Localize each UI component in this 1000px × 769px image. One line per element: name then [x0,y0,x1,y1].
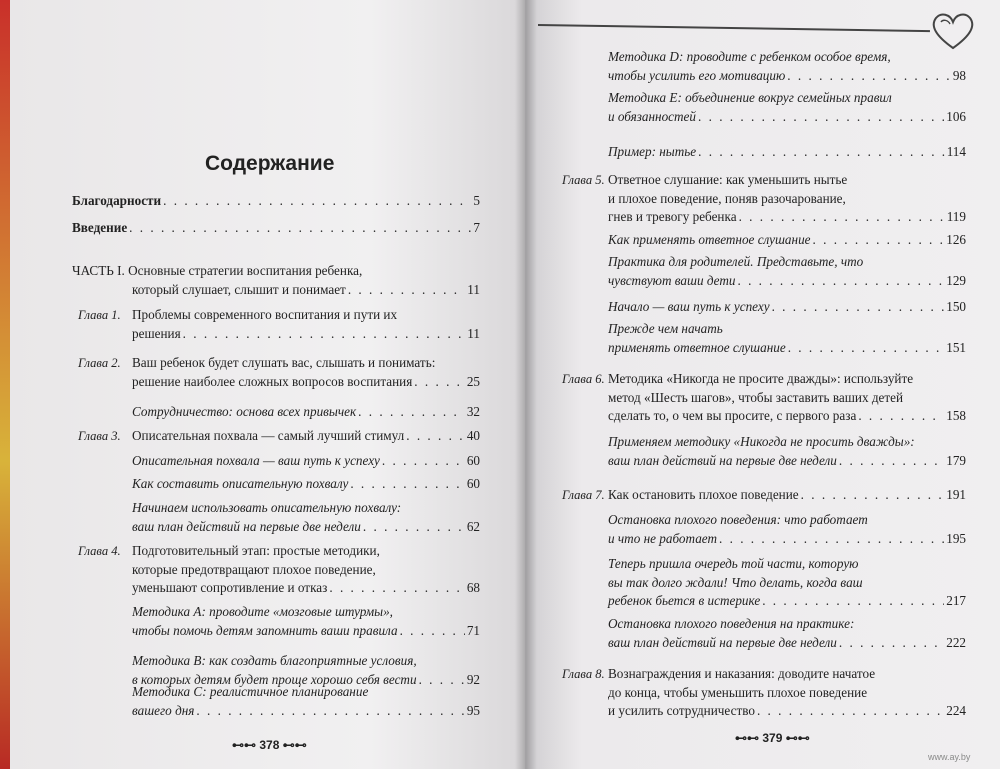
dot-leader [839,452,944,471]
toc-entry [78,306,480,343]
toc-entry-title-line: Начинаем использовать описательную похвалу: [132,500,402,515]
book-gutter [515,0,537,769]
toc-page-number: 60 [466,476,480,491]
chapter-label: Глава 1. [78,308,121,322]
toc-entry-title-line: Методика D: проводите с ребенком особое время, [608,49,891,64]
dot-leader [788,339,945,358]
watermark: www.ay.by [928,752,971,762]
toc-entry-last-line [608,592,966,611]
toc-entry-last-line [132,475,480,494]
toc-entry-last-line [608,208,966,227]
toc-entry [132,475,480,494]
toc-page-number: 129 [946,272,966,288]
toc-entry [608,433,966,470]
dot-leader [183,325,466,344]
page-title: Содержание [205,152,335,175]
toc-entry-title: в которых детям будет проще хорошо себя вести [132,671,417,687]
toc-entry [562,486,966,505]
toc-entry-last-line [608,339,966,358]
dot-leader [772,298,945,317]
toc-entry-title-line: Остановка плохого поведения: что работает [608,512,868,527]
toc-entry-last-line [608,67,966,86]
toc-entry [78,542,480,598]
toc-entry [132,603,480,640]
toc-page-number: 60 [466,453,480,468]
toc-page-number: 5 [473,193,480,208]
toc-entry-title-line: Прежде чем начать [608,321,723,336]
toc-entry-title: ваш план действий на первые две недели [608,452,837,468]
toc-page-number: 7 [473,220,480,235]
dot-leader [839,634,944,653]
dot-leader [698,143,945,162]
dot-leader [698,108,944,127]
toc-entry-title: Описательная похвала — ваш путь к успеху [132,453,380,468]
toc-entry [608,253,966,290]
dot-leader [163,192,471,211]
toc-entry-title-line: Применяем методику «Никогда не просить дважды»: [608,434,915,449]
toc-entry-title-line: Вознаграждения и наказания: доводите начатое [608,666,876,681]
toc-entry-last-line [608,108,966,127]
toc-entry [608,320,966,357]
toc-page-number: 98 [952,67,966,83]
toc-entry [132,452,480,471]
toc-entry-title: и обязанностей [608,108,696,124]
toc-page-number: 151 [946,339,966,355]
dot-leader [348,281,465,300]
toc-entry-title-line: Методика В: как создать благоприятные условия, [132,653,417,668]
toc-entry-title-line: Методика А: проводите «мозговые штурмы», [132,604,393,619]
toc-entry [562,171,966,227]
toc-entry-last-line [608,272,966,291]
toc-entry-title-line: Методика С: реалистичное планирование [132,684,369,699]
toc-entry-last-line [72,192,480,211]
toc-entry-title: вашего дня [132,702,195,718]
dot-leader [757,702,944,721]
toc-entry-last-line [608,143,966,162]
toc-page-number: 150 [946,299,966,314]
toc-entry-last-line [608,486,966,505]
toc-page-number: 106 [946,108,966,124]
chapter-label: Глава 8. [562,667,605,681]
toc-entry-last-line [72,281,480,300]
chapter-label: Глава 3. [78,429,121,443]
dot-leader [382,452,465,471]
chapter-label: Глава 4. [78,544,121,558]
dot-leader [787,67,951,86]
toc-entry-title: уменьшают сопротивление и отказ [132,580,328,595]
toc-entry-last-line [72,219,480,238]
toc-entry-title: гнев и тревогу ребенка [608,209,737,224]
dot-leader [363,518,465,537]
toc-entry-title: применять ответное слушание [608,339,786,355]
toc-entry-last-line [608,702,966,721]
toc-entry [132,683,480,720]
toc-entry-last-line [608,530,966,549]
toc-entry-title-line: Проблемы современного воспитания и пути их [132,307,398,322]
ornament-left: ⊷⊷ [232,738,256,752]
toc-entry-last-line [132,452,480,471]
toc-entry-title: ваш план действий на первые две недели [608,634,837,650]
toc-page-number: 40 [466,428,480,443]
dot-leader [350,475,464,494]
toc-entry-last-line [132,373,480,392]
toc-entry [72,262,480,299]
dot-leader [400,622,465,641]
dot-leader [762,592,944,611]
toc-entry-title: сделать то, о чем вы просите, с первого раза [608,408,857,423]
toc-entry-title: Пример: нытье [608,144,697,159]
toc-entry [608,555,966,611]
toc-entry-title-line: ЧАСТЬ I. Основные стратегии воспитания ребенка, [72,263,363,278]
toc-page-number: 92 [466,671,480,687]
toc-entry-title-line: Теперь пришла очередь той части, которую [608,556,859,571]
toc-page-number: 126 [946,232,966,247]
chapter-label: Глава 6. [562,372,605,386]
toc-entry-title-line: которые предотвращают плохое поведение, [132,561,376,577]
dot-leader [737,272,944,291]
toc-entry-title: и усилить сотрудничество [608,703,755,718]
toc-entry-last-line [132,622,480,641]
toc-page-number: 62 [466,518,480,534]
toc-entry-title: Благодарности [72,193,162,208]
toc-entry-title: Как составить описательную похвалу [132,476,349,491]
toc-page-number: 68 [466,580,480,595]
toc-entry-title-line: Практика для родителей. Представьте, что [608,254,864,269]
page-number-right [735,731,810,745]
toc-page-number: 25 [466,373,480,389]
toc-entry-title-line: и плохое поведение, поняв разочарование, [608,190,846,206]
toc-entry-last-line [608,231,966,250]
toc-entry [608,143,966,162]
toc-entry-title: чувствуют ваши дети [608,272,736,288]
page-number-value: 379 [762,731,783,745]
toc-entry-last-line [132,403,480,422]
toc-entry-title: Описательная похвала — самый лучший стимул [132,428,405,443]
toc-entry-title: ребенок бьется в истерике [608,593,761,608]
toc-entry-title: чтобы усилить его мотивацию [608,67,786,83]
toc-entry-title: и что не работает [608,530,718,546]
ornament-left: ⊷⊷ [735,731,759,745]
dot-leader [801,486,945,505]
dot-leader [129,219,471,238]
toc-entry-title-line: Остановка плохого поведения на практике: [608,616,855,631]
toc-page-number: 158 [946,408,966,423]
toc-entry-title-line: Методика «Никогда не просите дважды»: используйте [608,371,914,386]
toc-entry [608,48,966,85]
toc-page-number: 71 [466,622,480,638]
toc-entry-title: Сотрудничество: основа всех привычек [132,404,357,419]
toc-page-number: 95 [466,702,480,718]
page-number-left [232,738,307,752]
toc-entry-title: чтобы помочь детям запомнить ваши правила [132,622,398,638]
toc-page-number: 222 [946,634,966,650]
toc-entry-last-line [132,702,480,721]
toc-entry [608,89,966,126]
ornament-right: ⊷⊷ [282,738,307,752]
toc-entry [132,403,480,422]
toc-page-number: 32 [466,404,480,419]
toc-page-number: 179 [946,452,966,468]
toc-page-number: 11 [467,325,480,341]
toc-entry-last-line [608,452,966,471]
toc-entry-title-line: Ответное слушание: как уменьшить нытье [608,172,848,187]
dot-leader [329,579,464,598]
toc-entry-last-line [608,407,966,426]
dot-leader [858,407,944,426]
toc-entry [132,499,480,536]
toc-entry-title-line: до конца, чтобы уменьшить плохое поведение [608,684,868,700]
dot-leader [719,530,944,549]
toc-entry [72,192,480,211]
toc-entry-title: Введение [72,220,128,235]
toc-entry-title: решения [132,325,181,341]
toc-entry-title: решение наиболее сложных вопросов воспитания [132,373,413,389]
toc-entry [608,298,966,317]
toc-page-number: 119 [946,209,966,224]
toc-entry-last-line [608,634,966,653]
dot-leader [414,373,465,392]
toc-page-number: 11 [467,281,480,297]
toc-entry-title: который слушает, слышит и понимает [132,281,346,297]
toc-entry [608,231,966,250]
toc-entry [608,615,966,652]
toc-entry-last-line [132,427,480,446]
ornament-right: ⊷⊷ [785,731,810,745]
dot-leader [196,702,464,721]
dot-leader [406,427,465,446]
toc-entry-title-line: Методика Е: объединение вокруг семейных правил [608,90,892,105]
toc-entry-last-line [132,579,480,598]
toc-entry-last-line [132,325,480,344]
toc-entry [562,665,966,721]
toc-page-number: 191 [946,487,966,502]
toc-page-number: 224 [946,703,966,718]
toc-entry [72,219,480,238]
toc-entry-title-line: вы так долго ждали! Что делать, когда ваш [608,574,863,590]
dot-leader [358,403,465,422]
toc-entry-title-line: метод «Шесть шагов», чтобы заставить ваших детей [608,389,904,405]
page-number-value: 378 [259,738,280,752]
toc-entry-last-line [608,298,966,317]
toc-entry [78,354,480,391]
toc-entry [562,370,966,426]
toc-entry-title: Как применять ответное слушание [608,232,811,247]
heart-icon [928,8,978,52]
toc-page-number: 195 [946,530,966,546]
toc-page-number: 217 [946,593,966,608]
toc-entry [608,511,966,548]
toc-entry-title: Как остановить плохое поведение [608,487,799,502]
toc-entry-last-line [132,518,480,537]
chapter-label: Глава 5. [562,173,605,187]
toc-page-number: 114 [946,144,966,159]
toc-entry [78,427,480,446]
toc-entry-title-line: Подготовительный этап: простые методики, [132,543,380,558]
chapter-label: Глава 2. [78,356,121,370]
dot-leader [739,208,945,227]
dot-leader [813,231,945,250]
toc-entry-title: ваш план действий на первые две недели [132,518,361,534]
chapter-label: Глава 7. [562,488,605,502]
toc-entry-title: Начало — ваш путь к успеху [608,299,770,314]
toc-entry-title-line: Ваш ребенок будет слушать вас, слышать и понимать: [132,355,436,370]
